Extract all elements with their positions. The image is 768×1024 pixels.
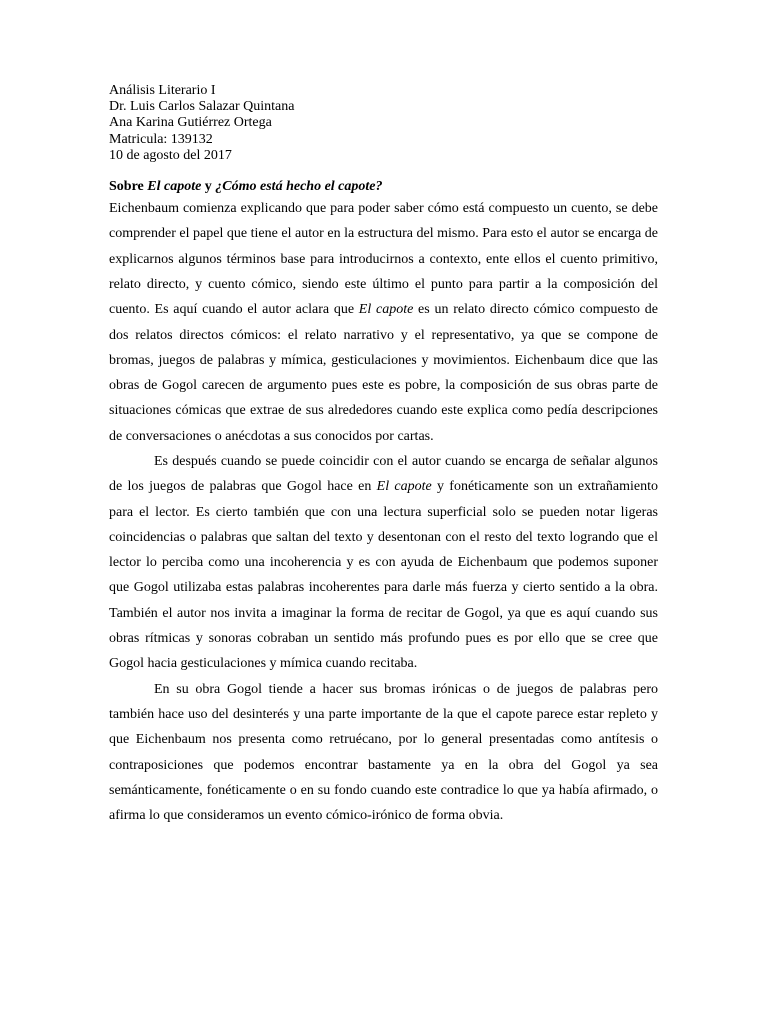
paragraph-3-text: En su obra Gogol tiende a hacer sus bromas irónicas o de juegos de palabras pero también hace uso del desinterés y una parte importante de la que el capote parece estar repleto y que Eichenbaum nos presenta como retruécano, por lo general presentadas como antítesis o contraposiciones que podemos encontrar bastamente ya en la obra del Gogol ya sea semánticamente, fonéticamente o en su fondo cuando este contradice lo que ya había afirmado, o afirma lo que consideramos un evento cómico-irónico de forma obvia. — [109, 681, 658, 824]
essay-title — [109, 179, 658, 195]
paragraph-3 — [109, 677, 658, 829]
paragraph-1-text-b: es un relato directo cómico compuesto de dos relatos directos cómicos: el relato narrativo y el representativo, ya que se compone de bromas, juegos de palabras y mímica, gesticulaciones y movimientos. Eichenbaum dice que las obras de Gogol carecen de argumento pues este es pobre, la composición de sus obras parte de situaciones cómicas que extrae de sus alrededores cuando este explica como pedía descripciones de conversaciones o anécdotas a sus conocidos por cartas. — [109, 302, 658, 444]
paragraph-1 — [109, 196, 658, 449]
title-prefix: Sobre — [109, 179, 148, 195]
student-name: Ana Karina Gutiérrez Ortega — [109, 115, 272, 131]
document-header — [109, 83, 658, 164]
paragraph-1-text-a: Eichenbaum comienza explicando que para poder saber cómo está compuesto un cuento, se debe comprender el papel que tiene el autor en la estructura del mismo. Para esto el autor se encarga de explicarnos algunos términos base para introducirnos a contexto, ente ellos el cuento primitivo, relato directo, y cuento cómico, siendo este último el punto para partir a la composición del cuento. Es aquí cuando el autor aclara que — [109, 201, 658, 318]
paragraph-1-italic: El capote — [358, 302, 414, 318]
document-date: 10 de agosto del 2017 — [109, 147, 232, 163]
paragraph-2-text-b: y fonéticamente son un extrañamiento para el lector. Es cierto también que con una lectura superficial solo se pueden notar ligeras coincidencias o palabras que saltan del texto y desentonan con el resto del texto logrando que el lector lo perciba como una incoherencia y es con ayuda de Eichenbaum que podemos suponer que Gogol utilizaba estas palabras incoherentes para darle más fuerza y cierto sentido a la obra. También el autor nos invita a imaginar la forma de recitar de Gogol, ya que es aquí cuando sus obras rítmicas y sonoras cobraban un sentido más profundo pues es por ello que se cree que Gogol hacia gesticulaciones y mímica cuando recitaba. — [109, 479, 658, 672]
paragraph-2 — [109, 449, 658, 677]
paragraph-2-text-a: Es después cuando se puede coincidir con el autor cuando se encarga de señalar algunos de los juegos de palabras que Gogol hace en — [109, 453, 658, 495]
student-id: Matricula: 139132 — [109, 131, 213, 147]
title-work-1: El capote — [147, 179, 202, 195]
professor-name: Dr. Luis Carlos Salazar Quintana — [109, 99, 295, 115]
title-connector: y — [201, 179, 216, 195]
document-page — [109, 83, 658, 828]
course-name: Análisis Literario I — [109, 83, 216, 98]
title-work-2: ¿Cómo está hecho el capote? — [215, 179, 383, 195]
paragraph-2-italic: El capote — [376, 479, 432, 495]
essay-body — [109, 196, 658, 828]
